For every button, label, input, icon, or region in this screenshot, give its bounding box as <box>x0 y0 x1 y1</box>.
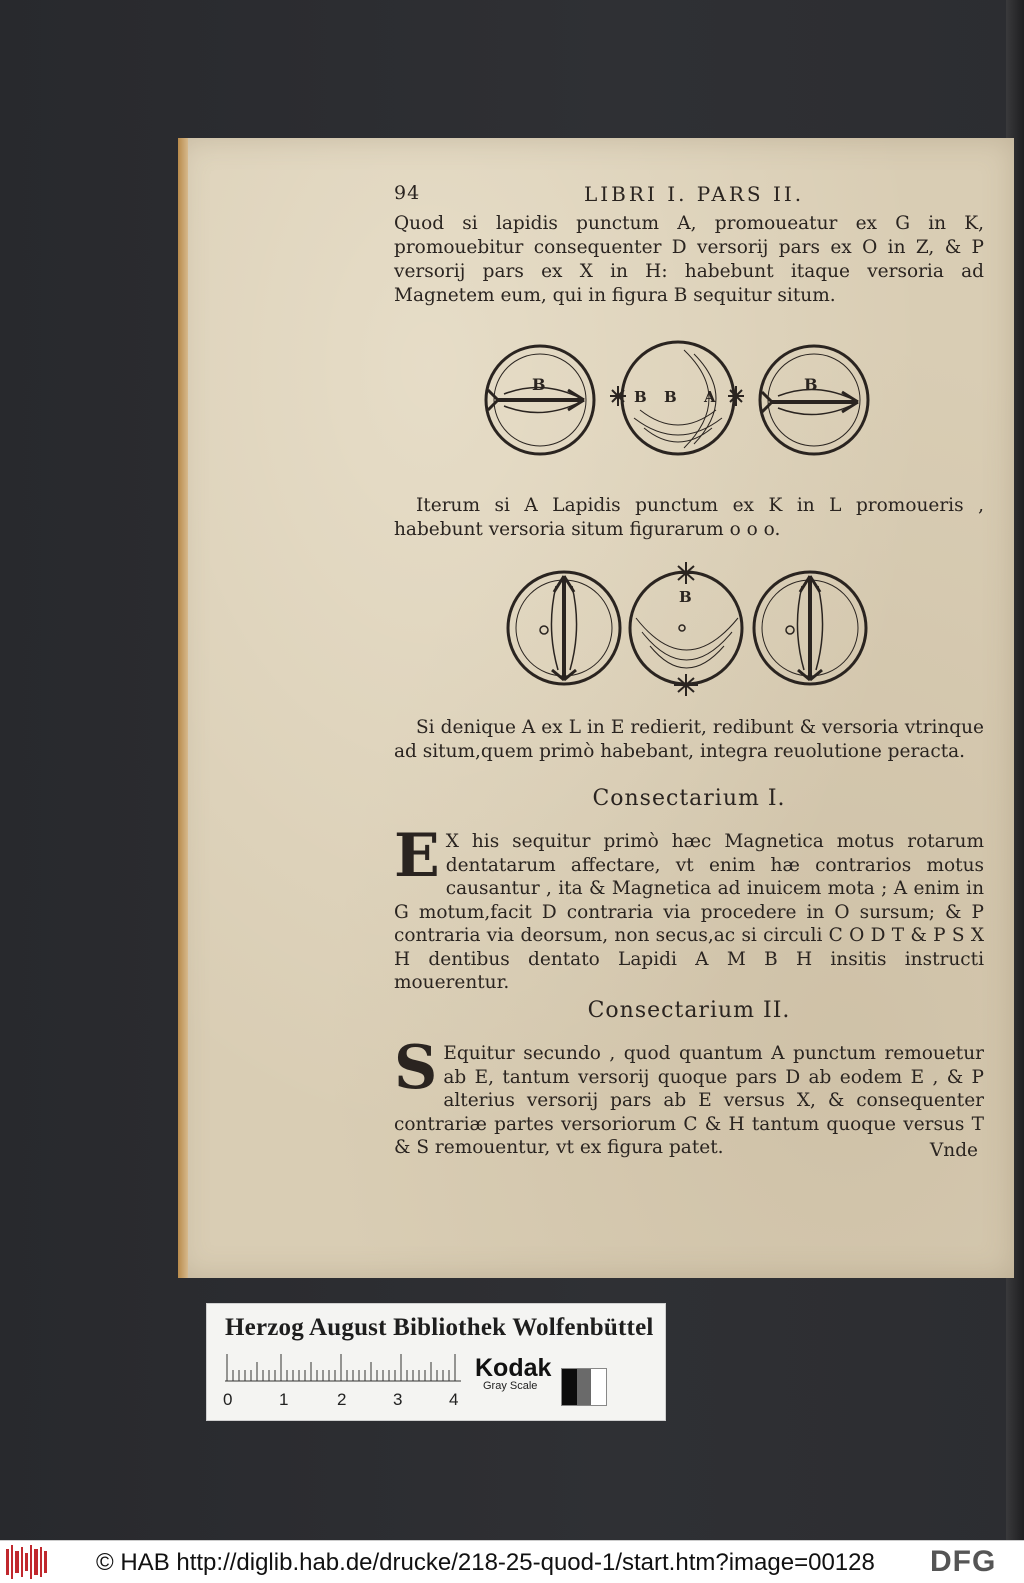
paragraph-3-text: Si denique A ex L in E redierit, redibunt & versoria vtrinque ad situm,quem primò habebant, integra reuolutione peracta. <box>394 717 984 762</box>
figure-row-2 <box>506 562 868 696</box>
figure-compass-vertical-left <box>508 572 620 684</box>
ruler-num-3: 3 <box>393 1390 403 1409</box>
kodak-subtitle: Gray Scale <box>483 1380 538 1392</box>
kodak-brand: Kodak <box>475 1354 552 1382</box>
section-2-body <box>394 1033 984 1160</box>
section-heading-2: Consectarium II. <box>587 998 791 1023</box>
paragraph-2-text: Iterum si A Lapidis punctum ex K in L promoueris , habebunt versoria situm figurarum o o o. <box>394 495 984 540</box>
dfg-logo: DFG <box>930 1545 997 1578</box>
ruler-num-4: 4 <box>449 1390 459 1409</box>
page-edge <box>178 138 188 1278</box>
running-title: LIBRI I. PARS II. <box>584 182 805 206</box>
figure-row-1 <box>484 340 876 462</box>
figure-compass-vertical-right <box>754 572 866 684</box>
catchword: Vnde <box>929 1140 978 1161</box>
section-2-text: Equitur secundo , quod quantum A punctum remouetur ab E, tantum versorij quoque pars D ab eodem E , & P alterius versorij pars ab E versus X, & consequenter contrariæ partes versoriorum C & H tantum quoque versus T & S remouentur, vt ex figura patet. <box>394 1043 984 1158</box>
running-header <box>394 182 984 210</box>
dropcap-2: S <box>394 1033 438 1103</box>
fig1-left-label: B <box>532 375 546 394</box>
gray-swatch <box>561 1368 607 1406</box>
section-heading-1: Consectarium I. <box>592 786 786 811</box>
ruler-num-1: 1 <box>279 1390 289 1409</box>
fig1-right-label: B <box>804 375 818 394</box>
footer-bar <box>0 1540 1024 1583</box>
ruler-num-0: 0 <box>223 1390 233 1409</box>
ruler-num-2: 2 <box>337 1390 347 1409</box>
section-1-body <box>394 821 984 995</box>
library-color-card <box>206 1303 666 1421</box>
section-1-text: X his sequitur primò hæc Magnetica motus rotarum dentatarum affectare, vt enim hæ contrarios motus causantur , ita & Magnetica ad inuicem mota ; A enim in G motum,facit D contraria via procedere in O sursum; & P contraria via deorsum, non secus,ac si circuli C O D T & P S X H dentibus dentato Lapidi A M B H insitis instructi mouerentur. <box>394 831 984 993</box>
figure-compass-left <box>486 346 594 454</box>
fig1-middle-label-1: B <box>634 388 647 406</box>
fig2-middle-label: B <box>679 588 692 606</box>
page-number: 94 <box>394 182 421 204</box>
paragraph-3 <box>394 716 984 764</box>
ruler-scale <box>225 1352 461 1382</box>
hab-logo-icon <box>6 1545 48 1579</box>
paragraph-1: Quod si lapidis punctum A, promoueatur ex G in K, promouebitur consequenter D versorij pars ex O in Z, & P versorij pars ex X in H: habebunt itaque versoria ad Magnetem eum, qui in figura B sequitur situm. <box>394 213 984 306</box>
ruler-numbers <box>221 1390 471 1410</box>
institution-name: Herzog August Bibliothek Wolfenbüttel <box>225 1314 654 1341</box>
dropcap-1: E <box>394 821 440 891</box>
figure-compass-right <box>760 346 868 454</box>
fig1-middle-label-2: B <box>664 388 677 406</box>
figure-magnet-vertical-middle <box>630 562 742 696</box>
figure-magnet-middle <box>610 342 744 454</box>
fig1-middle-label-3: A <box>704 388 716 406</box>
paragraph-2 <box>394 494 984 542</box>
copyright-url[interactable]: © HAB http://diglib.hab.de/drucke/218-25-quod-1/start.htm?image=00128 <box>96 1549 875 1576</box>
